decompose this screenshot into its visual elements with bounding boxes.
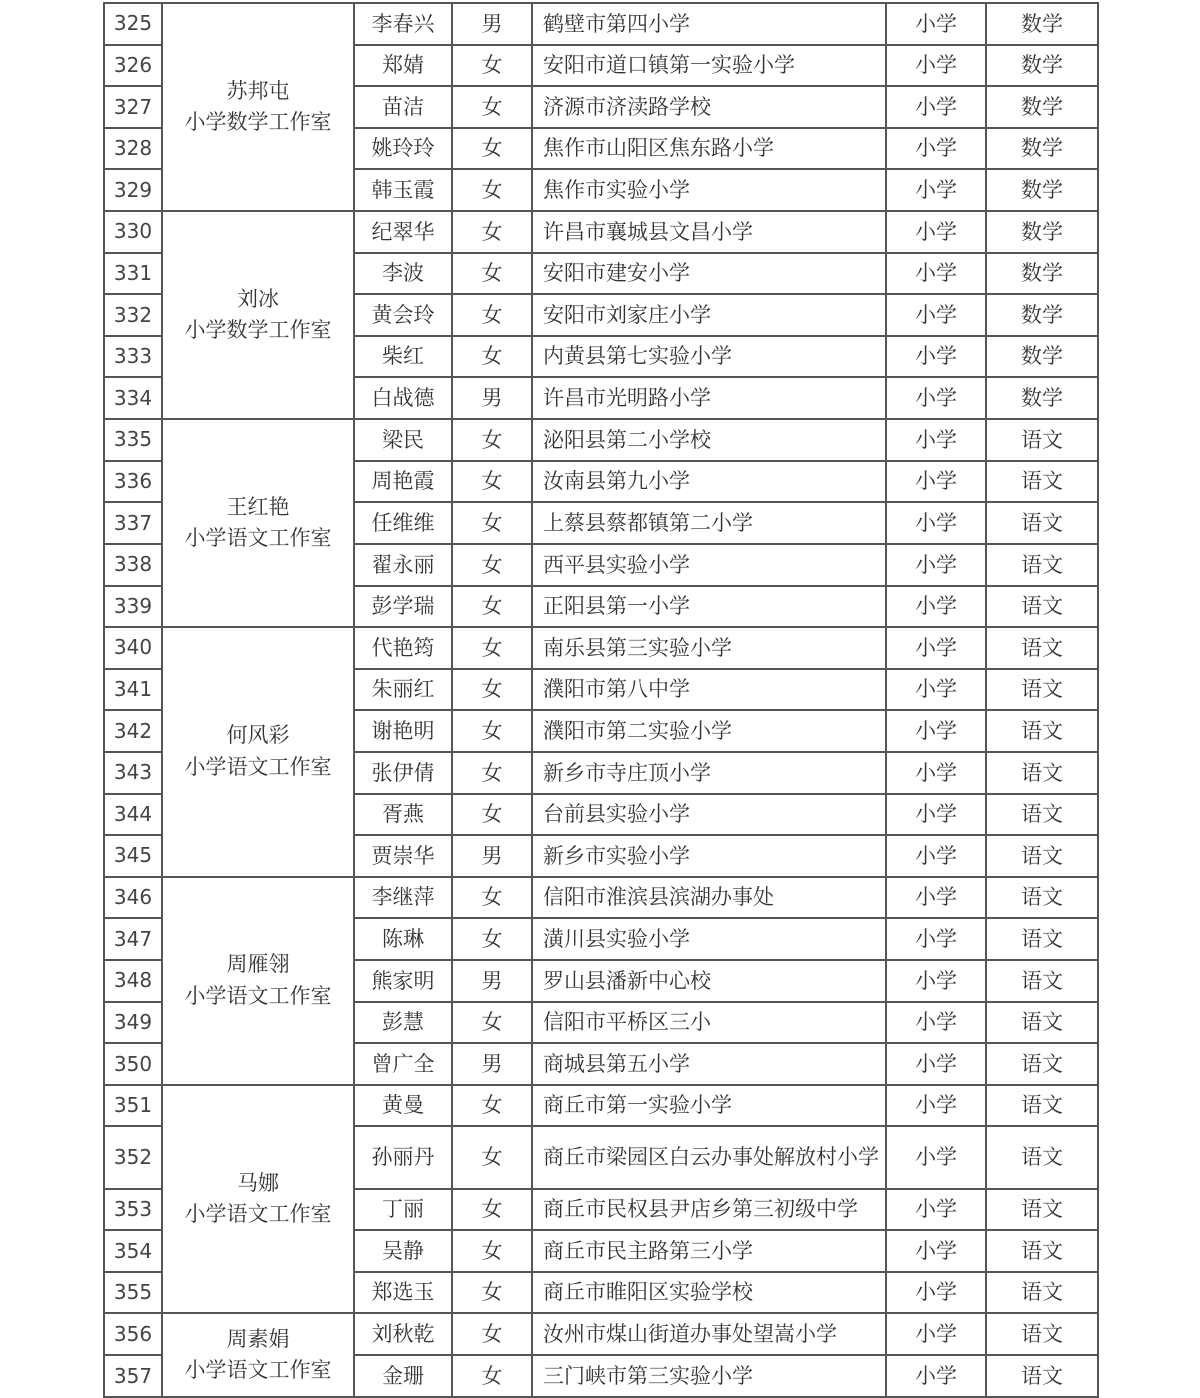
studio-name: 小学语文工作室 [184,1358,332,1383]
member-gender: 男 [452,1043,532,1085]
subject: 数学 [986,45,1098,87]
school-level: 小学 [886,336,986,378]
row-number: 332 [104,294,162,336]
member-school: 三门峡市第三实验小学 [532,1355,886,1397]
school-level: 小学 [886,45,986,87]
member-school: 焦作市实验小学 [532,169,886,211]
member-name: 曾广全 [354,1043,452,1085]
row-number: 334 [104,377,162,419]
member-gender: 女 [452,1002,532,1044]
subject: 语文 [986,1272,1098,1314]
member-gender: 女 [452,877,532,919]
subject: 语文 [986,669,1098,711]
row-number: 327 [104,86,162,128]
studio-name: 小学语文工作室 [184,983,332,1008]
subject: 语文 [986,502,1098,544]
member-name: 刘秋乾 [354,1313,452,1355]
member-gender: 女 [452,627,532,669]
member-school: 濮阳市第八中学 [532,669,886,711]
school-level: 小学 [886,794,986,836]
roster-table [103,2,1099,1398]
studio-leader: 周素娟 [226,1326,290,1351]
member-gender: 男 [452,835,532,877]
school-level: 小学 [886,1272,986,1314]
member-gender: 女 [452,294,532,336]
member-name: 张伊倩 [354,752,452,794]
row-number: 326 [104,45,162,87]
row-number: 345 [104,835,162,877]
school-level: 小学 [886,918,986,960]
table-row [104,419,1098,461]
school-level: 小学 [886,502,986,544]
member-gender: 女 [452,1230,532,1272]
subject: 数学 [986,294,1098,336]
row-number: 330 [104,211,162,253]
member-name: 代艳筠 [354,627,452,669]
subject: 数学 [986,128,1098,170]
subject: 数学 [986,253,1098,295]
subject: 数学 [986,377,1098,419]
member-school: 商丘市民权县尹店乡第三初级中学 [532,1189,886,1231]
school-level: 小学 [886,169,986,211]
row-number: 338 [104,544,162,586]
school-level: 小学 [886,3,986,45]
subject: 数学 [986,336,1098,378]
row-number: 329 [104,169,162,211]
member-gender: 女 [452,1085,532,1127]
member-name: 贾崇华 [354,835,452,877]
roster-body [104,3,1098,1397]
member-name: 郑选玉 [354,1272,452,1314]
member-school: 商丘市民主路第三小学 [532,1230,886,1272]
row-number: 348 [104,960,162,1002]
school-level: 小学 [886,253,986,295]
member-gender: 女 [452,45,532,87]
school-level: 小学 [886,294,986,336]
subject: 语文 [986,877,1098,919]
member-gender: 女 [452,669,532,711]
member-school: 汝州市煤山街道办事处望嵩小学 [532,1313,886,1355]
row-number: 344 [104,794,162,836]
member-school: 濮阳市第二实验小学 [532,710,886,752]
row-number: 339 [104,586,162,628]
row-number: 356 [104,1313,162,1355]
subject: 语文 [986,544,1098,586]
studio-leader: 何风彩 [226,723,290,748]
school-level: 小学 [886,1230,986,1272]
school-level: 小学 [886,544,986,586]
row-number: 354 [104,1230,162,1272]
subject: 数学 [986,169,1098,211]
studio-cell [162,211,354,419]
row-number: 346 [104,877,162,919]
school-level: 小学 [886,1355,986,1397]
member-name: 金珊 [354,1355,452,1397]
member-gender: 女 [452,1313,532,1355]
studio-name: 小学语文工作室 [184,1202,332,1227]
subject: 数学 [986,86,1098,128]
school-level: 小学 [886,86,986,128]
member-name: 周艳霞 [354,461,452,503]
subject: 语文 [986,1230,1098,1272]
school-level: 小学 [886,627,986,669]
subject: 数学 [986,211,1098,253]
member-name: 李波 [354,253,452,295]
table-row [104,627,1098,669]
subject: 语文 [986,586,1098,628]
row-number: 355 [104,1272,162,1314]
school-level: 小学 [886,1126,986,1188]
subject: 语文 [986,752,1098,794]
subject: 语文 [986,1189,1098,1231]
table-row [104,3,1098,45]
member-school: 罗山县潘新中心校 [532,960,886,1002]
studio-leader: 苏邦屯 [226,78,290,103]
member-school: 西平县实验小学 [532,544,886,586]
studio-leader: 周雁翎 [226,952,290,977]
school-level: 小学 [886,586,986,628]
school-level: 小学 [886,1002,986,1044]
row-number: 343 [104,752,162,794]
subject: 语文 [986,1313,1098,1355]
member-name: 李继萍 [354,877,452,919]
member-gender: 女 [452,544,532,586]
member-gender: 女 [452,752,532,794]
row-number: 325 [104,3,162,45]
subject: 语文 [986,710,1098,752]
studio-leader: 刘冰 [237,286,279,311]
subject: 数学 [986,3,1098,45]
subject: 语文 [986,960,1098,1002]
member-name: 孙丽丹 [354,1126,452,1188]
row-number: 341 [104,669,162,711]
subject: 语文 [986,1002,1098,1044]
member-gender: 女 [452,1272,532,1314]
studio-name: 小学数学工作室 [184,110,332,135]
member-name: 丁丽 [354,1189,452,1231]
row-number: 349 [104,1002,162,1044]
row-number: 333 [104,336,162,378]
studio-name: 小学语文工作室 [184,754,332,779]
member-school: 安阳市刘家庄小学 [532,294,886,336]
member-school: 鹤壁市第四小学 [532,3,886,45]
member-gender: 女 [452,710,532,752]
subject: 语文 [986,627,1098,669]
row-number: 337 [104,502,162,544]
member-name: 胥燕 [354,794,452,836]
member-school: 上蔡县蔡都镇第二小学 [532,502,886,544]
row-number: 351 [104,1085,162,1127]
table-row [104,1085,1098,1127]
row-number: 350 [104,1043,162,1085]
member-school: 许昌市襄城县文昌小学 [532,211,886,253]
member-gender: 女 [452,502,532,544]
studio-cell [162,1313,354,1397]
studio-name: 小学语文工作室 [184,526,332,551]
member-name: 柴红 [354,336,452,378]
row-number: 336 [104,461,162,503]
school-level: 小学 [886,710,986,752]
member-school: 济源市济渎路学校 [532,86,886,128]
school-level: 小学 [886,1043,986,1085]
school-level: 小学 [886,752,986,794]
member-name: 熊家明 [354,960,452,1002]
member-gender: 女 [452,461,532,503]
member-name: 黄曼 [354,1085,452,1127]
member-name: 韩玉霞 [354,169,452,211]
member-name: 吴静 [354,1230,452,1272]
member-gender: 女 [452,794,532,836]
subject: 语文 [986,1085,1098,1127]
member-name: 彭学瑞 [354,586,452,628]
school-level: 小学 [886,1189,986,1231]
member-gender: 男 [452,377,532,419]
member-school: 焦作市山阳区焦东路小学 [532,128,886,170]
subject: 语文 [986,918,1098,960]
table-row [104,877,1098,919]
member-gender: 女 [452,211,532,253]
studio-leader: 马娜 [237,1170,279,1195]
subject: 语文 [986,1126,1098,1188]
studio-cell [162,627,354,877]
school-level: 小学 [886,461,986,503]
member-name: 李春兴 [354,3,452,45]
member-name: 黄会玲 [354,294,452,336]
school-level: 小学 [886,1313,986,1355]
row-number: 335 [104,419,162,461]
member-school: 潢川县实验小学 [532,918,886,960]
member-name: 姚玲玲 [354,128,452,170]
subject: 语文 [986,419,1098,461]
member-school: 泌阳县第二小学校 [532,419,886,461]
studio-name: 小学数学工作室 [184,318,332,343]
school-level: 小学 [886,835,986,877]
member-gender: 女 [452,169,532,211]
member-name: 梁民 [354,419,452,461]
member-gender: 女 [452,586,532,628]
school-level: 小学 [886,960,986,1002]
member-school: 新乡市实验小学 [532,835,886,877]
member-gender: 女 [452,253,532,295]
member-name: 彭慧 [354,1002,452,1044]
studio-cell [162,3,354,211]
member-school: 商城县第五小学 [532,1043,886,1085]
member-school: 新乡市寺庄顶小学 [532,752,886,794]
member-school: 商丘市梁园区白云办事处解放村小学 [532,1126,886,1188]
studio-cell [162,1085,354,1314]
row-number: 357 [104,1355,162,1397]
studio-cell [162,419,354,627]
member-name: 苗洁 [354,86,452,128]
subject: 语文 [986,794,1098,836]
studio-leader: 王红艳 [226,494,290,519]
member-name: 任维维 [354,502,452,544]
school-level: 小学 [886,669,986,711]
member-gender: 女 [452,1126,532,1188]
school-level: 小学 [886,211,986,253]
row-number: 340 [104,627,162,669]
row-number: 342 [104,710,162,752]
member-name: 纪翠华 [354,211,452,253]
member-school: 正阳县第一小学 [532,586,886,628]
row-number: 347 [104,918,162,960]
school-level: 小学 [886,877,986,919]
member-school: 商丘市第一实验小学 [532,1085,886,1127]
member-gender: 女 [452,128,532,170]
member-school: 内黄县第七实验小学 [532,336,886,378]
member-gender: 男 [452,3,532,45]
table-row [104,1313,1098,1355]
member-school: 信阳市淮滨县滨湖办事处 [532,877,886,919]
subject: 语文 [986,835,1098,877]
member-gender: 女 [452,918,532,960]
studio-cell [162,877,354,1085]
member-gender: 女 [452,86,532,128]
school-level: 小学 [886,419,986,461]
row-number: 328 [104,128,162,170]
member-name: 翟永丽 [354,544,452,586]
school-level: 小学 [886,128,986,170]
row-number: 352 [104,1126,162,1188]
member-school: 台前县实验小学 [532,794,886,836]
row-number: 331 [104,253,162,295]
member-school: 南乐县第三实验小学 [532,627,886,669]
member-school: 汝南县第九小学 [532,461,886,503]
member-name: 白战德 [354,377,452,419]
table-row [104,211,1098,253]
member-school: 许昌市光明路小学 [532,377,886,419]
row-number: 353 [104,1189,162,1231]
member-school: 商丘市睢阳区实验学校 [532,1272,886,1314]
member-gender: 女 [452,1355,532,1397]
member-school: 安阳市道口镇第一实验小学 [532,45,886,87]
school-level: 小学 [886,1085,986,1127]
member-school: 安阳市建安小学 [532,253,886,295]
subject: 语文 [986,1043,1098,1085]
member-gender: 男 [452,960,532,1002]
school-level: 小学 [886,377,986,419]
subject: 语文 [986,1355,1098,1397]
member-school: 信阳市平桥区三小 [532,1002,886,1044]
member-name: 谢艳明 [354,710,452,752]
member-name: 郑婧 [354,45,452,87]
member-name: 陈琳 [354,918,452,960]
member-name: 朱丽红 [354,669,452,711]
member-gender: 女 [452,419,532,461]
subject: 语文 [986,461,1098,503]
member-gender: 女 [452,336,532,378]
member-gender: 女 [452,1189,532,1231]
